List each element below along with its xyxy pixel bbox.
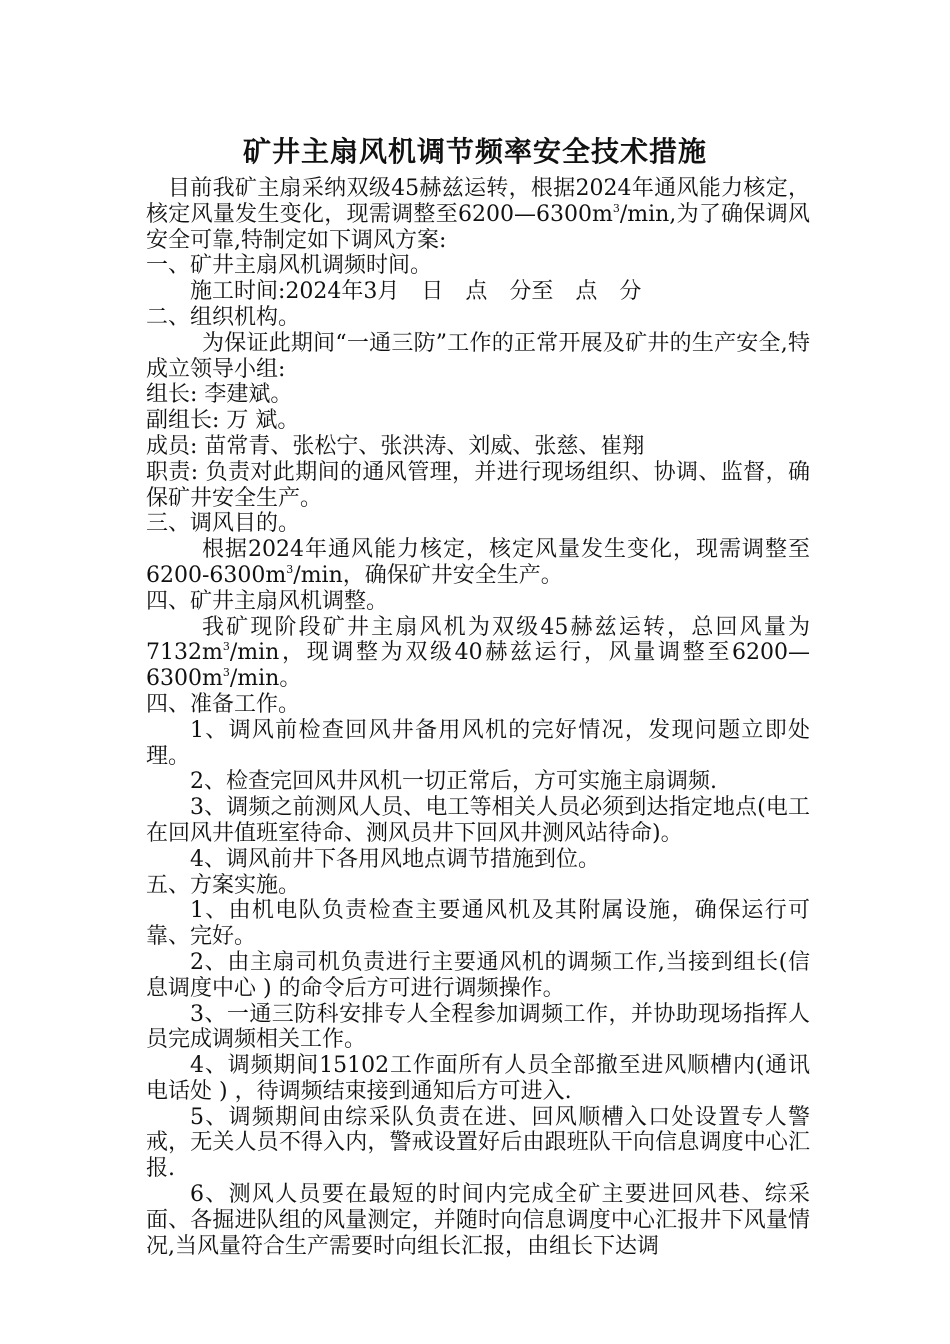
plan-item-4: 4、调频期间15102工作面所有人员全部撤至进风顺槽内(通讯电话处 ) ，待调频结束接到通知后方可进入.: [146, 1053, 810, 1104]
cubic-superscript: 3: [612, 201, 620, 215]
construction-time: 施工时间:2024年3月 日 点 分至 点 分: [190, 279, 642, 305]
plan-item-3: 3、一通三防科安排专人全程参加调频工作，并协助现场指挥人员完成调频相关工作。: [146, 1001, 810, 1053]
plan-item-2: 2、由主扇司机负责进行主要通风机的调频工作,当接到组长(信息调度中心 ) 的命令后方可进行调频操作。: [146, 949, 810, 1001]
section-heading-2: 二、组织机构。: [146, 304, 301, 330]
intro-paragraph: 目前我矿主扇采纳双级45赫兹运转，根据2024年通风能力核定，核定风量发生变化，现需调整至$6200—6300m^3/\min$,为了确保调风安全可靠,特制定如下调风方案:: [146, 176, 810, 253]
cubic-superscript: 3: [286, 562, 294, 576]
organization-paragraph: 为保证此期间“一通三防”工作的正常开展及矿井的生产安全,特成立领导小组:: [146, 330, 810, 382]
plan-item-6: 6、测风人员要在最短的时间内完成全矿主要进回风巷、综采面、各掘进队组的风量测定，并随时向信息调度中心汇报井下风量情况,当风量符合生产需要时向组长汇报，由组长下达调: [146, 1182, 810, 1259]
section-heading-1: 一、矿井主扇风机调频时间。: [146, 253, 433, 279]
vice-leader-line: 副组长: 万 斌。: [146, 408, 300, 434]
cubic-superscript: 3: [222, 666, 230, 680]
plan-item-5: 5、调频期间由综采队负责在进、回风顺槽入口处设置专人警戒，无关人员不得入内，警戒设置好后由跟班队干向信息调度中心汇报.: [146, 1104, 810, 1182]
adjustment-paragraph: 我矿现阶段矿井主扇风机为双级45赫兹运转，总回风量为$7132m^3/\min$，现调整为双级40赫兹运行，风量调整至$6200—6300m^3/\min$。: [146, 614, 810, 692]
section-heading-6: 五、方案实施。: [146, 872, 301, 898]
section-heading-5: 四、准备工作。: [146, 691, 301, 717]
purpose-paragraph: 根据2024年通风能力核定，核定风量发生变化，现需调整至$6200-6300m^3/\min$，确保矿井安全生产。: [146, 537, 810, 588]
prep-item-3: 3、调频之前测风人员、电工等相关人员必须到达指定地点(电工在回风井值班室待命、测风员井下回风井测风站待命)。: [146, 795, 810, 846]
document-body: [146, 176, 810, 1259]
document-title: 矿井主扇风机调节频率安全技术措施: [242, 135, 707, 168]
leader-line: 组长: 李建斌。: [146, 382, 293, 408]
prep-item-1: 1、调风前检查回风井备用风机的完好情况，发现问题立即处理。: [146, 717, 810, 769]
section-heading-3: 三、调风目的。: [146, 511, 301, 537]
cubic-superscript: 3: [222, 640, 230, 654]
prep-item-2: 2、检查完回风井风机一切正常后，方可实施主扇调频.: [190, 769, 717, 795]
members-line: 成员: 苗常青、张松宁、张洪涛、刘威、张慈、崔翔: [146, 433, 645, 459]
prep-item-4: 4、调风前井下各用风地点调节措施到位。: [190, 846, 600, 872]
duty-paragraph: 职责: 负责对此期间的通风管理，并进行现场组织、协调、监督，确保矿井安全生产。: [146, 459, 810, 511]
section-heading-4: 四、矿井主扇风机调整。: [146, 588, 389, 614]
plan-item-1: 1、由机电队负责检查主要通风机及其附属设施，确保运行可靠、完好。: [146, 898, 810, 950]
